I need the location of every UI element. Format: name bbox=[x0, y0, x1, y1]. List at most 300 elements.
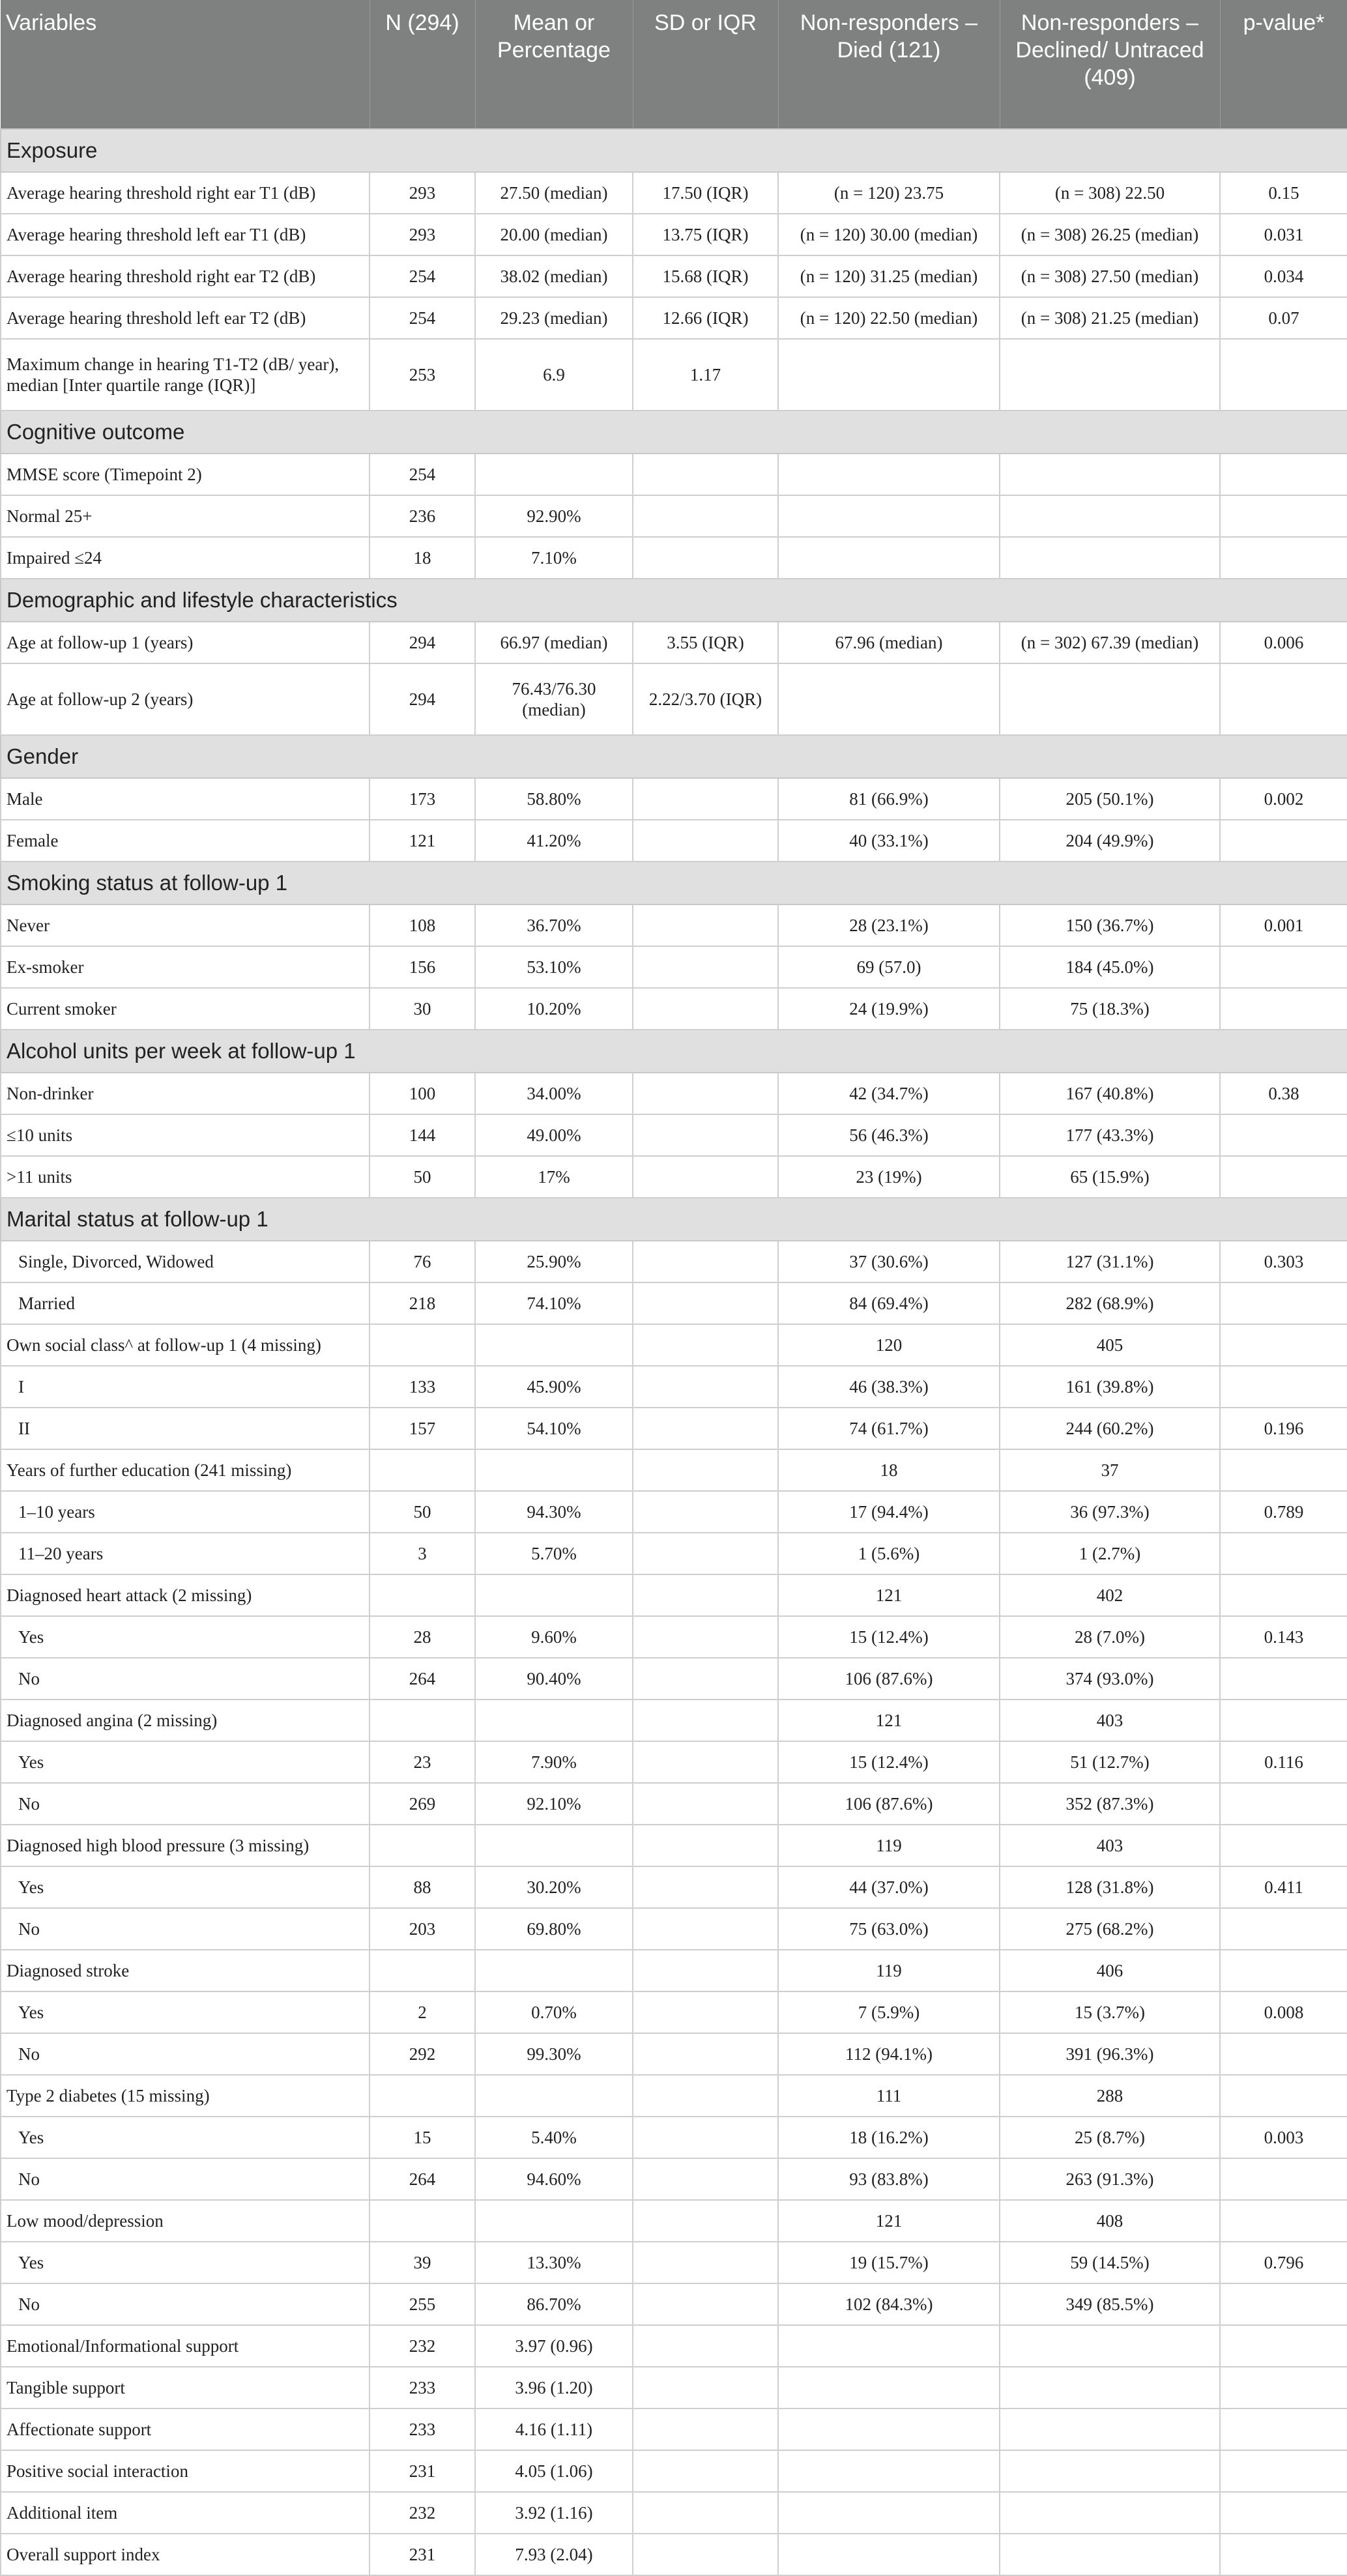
header-sd: SD or IQR bbox=[633, 0, 778, 129]
cell-sd bbox=[633, 2367, 778, 2409]
cell-p-value bbox=[1220, 2283, 1347, 2325]
cell-died: 84 (69.4%) bbox=[778, 1282, 1000, 1324]
cell-mean: 41.20% bbox=[475, 820, 633, 861]
cell-died: 15 (12.4%) bbox=[778, 1741, 1000, 1783]
cell-p-value bbox=[1220, 946, 1347, 988]
header-variables: Variables bbox=[1, 0, 369, 129]
cell-sd: 17.50 (IQR) bbox=[633, 172, 778, 214]
cell-died: 24 (19.9%) bbox=[778, 988, 1000, 1030]
cell-p-value bbox=[1220, 2492, 1347, 2534]
table-row bbox=[1, 2075, 1347, 2117]
cell-declined: 288 bbox=[1000, 2075, 1220, 2117]
cell-variable: Maximum change in hearing T1-T2 (dB/ year), median [Inter quartile range (IQR)] bbox=[1, 339, 369, 411]
cell-sd bbox=[633, 454, 778, 495]
cell-p-value bbox=[1220, 1908, 1347, 1950]
cell-mean: 17% bbox=[475, 1156, 633, 1198]
cell-variable: Positive social interaction bbox=[1, 2450, 369, 2492]
cell-variable: Age at follow-up 2 (years) bbox=[1, 663, 369, 735]
cell-n: 254 bbox=[369, 255, 475, 297]
cell-variable: Yes bbox=[1, 1616, 369, 1658]
cell-variable: Yes bbox=[1, 2242, 369, 2283]
cell-n: 203 bbox=[369, 1908, 475, 1950]
cell-died: 18 (16.2%) bbox=[778, 2117, 1000, 2158]
cell-sd bbox=[633, 1282, 778, 1324]
cell-variable: Single, Divorced, Widowed bbox=[1, 1241, 369, 1282]
cell-variable: Non-drinker bbox=[1, 1073, 369, 1114]
cell-p-value bbox=[1220, 2075, 1347, 2117]
cell-n: 23 bbox=[369, 1741, 475, 1783]
cell-sd bbox=[633, 1574, 778, 1616]
cell-died: 102 (84.3%) bbox=[778, 2283, 1000, 2325]
cell-p-value bbox=[1220, 495, 1347, 537]
cell-n bbox=[369, 1449, 475, 1491]
cell-variable: II bbox=[1, 1408, 369, 1449]
cell-n bbox=[369, 1950, 475, 1991]
table-row bbox=[1, 1114, 1347, 1156]
header-died: Non-responders – Died (121) bbox=[778, 0, 1000, 129]
cell-declined: 59 (14.5%) bbox=[1000, 2242, 1220, 2283]
table-row bbox=[1, 214, 1347, 255]
cell-mean: 36.70% bbox=[475, 904, 633, 946]
cell-n: 121 bbox=[369, 820, 475, 861]
cell-mean: 76.43/76.30 (median) bbox=[475, 663, 633, 735]
cell-p-value bbox=[1220, 1114, 1347, 1156]
table-row bbox=[1, 820, 1347, 861]
cell-n: 28 bbox=[369, 1616, 475, 1658]
cell-p-value bbox=[1220, 1825, 1347, 1866]
table-row bbox=[1, 2325, 1347, 2367]
cell-sd: 13.75 (IQR) bbox=[633, 214, 778, 255]
cell-died bbox=[778, 454, 1000, 495]
cell-sd bbox=[633, 2325, 778, 2367]
cell-mean: 34.00% bbox=[475, 1073, 633, 1114]
table-row bbox=[1, 988, 1347, 1030]
cell-variable: Married bbox=[1, 1282, 369, 1324]
cell-mean: 10.20% bbox=[475, 988, 633, 1030]
cell-variable: Diagnosed stroke bbox=[1, 1950, 369, 1991]
cell-died: 112 (94.1%) bbox=[778, 2033, 1000, 2075]
cell-died: 69 (57.0) bbox=[778, 946, 1000, 988]
cell-died: 106 (87.6%) bbox=[778, 1783, 1000, 1825]
cell-p-value: 0.001 bbox=[1220, 904, 1347, 946]
cell-died: (n = 120) 31.25 (median) bbox=[778, 255, 1000, 297]
cell-mean: 53.10% bbox=[475, 946, 633, 988]
cell-sd bbox=[633, 1700, 778, 1741]
cell-died bbox=[778, 2492, 1000, 2534]
cell-p-value: 0.003 bbox=[1220, 2117, 1347, 2158]
cell-mean: 9.60% bbox=[475, 1616, 633, 1658]
cell-p-value: 0.07 bbox=[1220, 297, 1347, 339]
cell-died: 15 (12.4%) bbox=[778, 1616, 1000, 1658]
table-row bbox=[1, 339, 1347, 411]
cell-mean: 7.93 (2.04) bbox=[475, 2534, 633, 2575]
cell-variable: Yes bbox=[1, 1866, 369, 1908]
cell-n bbox=[369, 1825, 475, 1866]
cell-n bbox=[369, 2200, 475, 2242]
cell-declined: 402 bbox=[1000, 1574, 1220, 1616]
cell-variable: Average hearing threshold left ear T2 (dB) bbox=[1, 297, 369, 339]
cell-declined: 37 bbox=[1000, 1449, 1220, 1491]
cell-sd bbox=[633, 2450, 778, 2492]
cell-died: (n = 120) 30.00 (median) bbox=[778, 214, 1000, 255]
cell-mean bbox=[475, 1574, 633, 1616]
cell-mean: 90.40% bbox=[475, 1658, 633, 1700]
cell-p-value bbox=[1220, 2534, 1347, 2575]
table-row bbox=[1, 1449, 1347, 1491]
table-row bbox=[1, 1866, 1347, 1908]
cell-declined: (n = 302) 67.39 (median) bbox=[1000, 622, 1220, 663]
section-heading: Demographic and lifestyle characteristics bbox=[1, 579, 1347, 622]
cell-declined: 51 (12.7%) bbox=[1000, 1741, 1220, 1783]
cell-declined: (n = 308) 22.50 bbox=[1000, 172, 1220, 214]
cell-n: 293 bbox=[369, 214, 475, 255]
cell-sd bbox=[633, 495, 778, 537]
cell-died: 121 bbox=[778, 2200, 1000, 2242]
cell-sd bbox=[633, 2534, 778, 2575]
cell-declined: 282 (68.9%) bbox=[1000, 1282, 1220, 1324]
cell-n: 18 bbox=[369, 537, 475, 579]
cell-mean: 54.10% bbox=[475, 1408, 633, 1449]
cell-declined: 128 (31.8%) bbox=[1000, 1866, 1220, 1908]
cell-p-value bbox=[1220, 1658, 1347, 1700]
cell-sd: 12.66 (IQR) bbox=[633, 297, 778, 339]
cell-died bbox=[778, 663, 1000, 735]
table-row bbox=[1, 1408, 1347, 1449]
section-heading: Smoking status at follow-up 1 bbox=[1, 861, 1347, 904]
cell-died: 56 (46.3%) bbox=[778, 1114, 1000, 1156]
cell-variable: Type 2 diabetes (15 missing) bbox=[1, 2075, 369, 2117]
cell-variable: Years of further education (241 missing) bbox=[1, 1449, 369, 1491]
cell-variable: Ex-smoker bbox=[1, 946, 369, 988]
cell-n: 232 bbox=[369, 2492, 475, 2534]
cell-sd bbox=[633, 778, 778, 820]
cell-n: 255 bbox=[369, 2283, 475, 2325]
cell-declined: 391 (96.3%) bbox=[1000, 2033, 1220, 2075]
cell-variable: Age at follow-up 1 (years) bbox=[1, 622, 369, 663]
cell-declined: 263 (91.3%) bbox=[1000, 2158, 1220, 2200]
cell-died: 93 (83.8%) bbox=[778, 2158, 1000, 2200]
cell-n bbox=[369, 1700, 475, 1741]
cell-variable: Additional item bbox=[1, 2492, 369, 2534]
cell-mean: 7.10% bbox=[475, 537, 633, 579]
table-row bbox=[1, 622, 1347, 663]
cell-sd bbox=[633, 1408, 778, 1449]
cell-mean: 0.70% bbox=[475, 1991, 633, 2033]
cell-died: 18 bbox=[778, 1449, 1000, 1491]
cell-n: 264 bbox=[369, 2158, 475, 2200]
cell-declined: 405 bbox=[1000, 1324, 1220, 1366]
cell-n: 50 bbox=[369, 1491, 475, 1533]
cell-sd: 1.17 bbox=[633, 339, 778, 411]
section-heading: Exposure bbox=[1, 129, 1347, 172]
cell-died: 44 (37.0%) bbox=[778, 1866, 1000, 1908]
cell-died bbox=[778, 2409, 1000, 2450]
cell-died: 1 (5.6%) bbox=[778, 1533, 1000, 1574]
header-n: N (294) bbox=[369, 0, 475, 129]
cell-sd bbox=[633, 2117, 778, 2158]
cell-n: 254 bbox=[369, 454, 475, 495]
cell-sd: 15.68 (IQR) bbox=[633, 255, 778, 297]
table-row bbox=[1, 297, 1347, 339]
cell-n: 157 bbox=[369, 1408, 475, 1449]
section-row bbox=[1, 1030, 1347, 1073]
cell-declined bbox=[1000, 537, 1220, 579]
cell-n: 100 bbox=[369, 1073, 475, 1114]
table-row bbox=[1, 495, 1347, 537]
cell-sd bbox=[633, 2033, 778, 2075]
cell-sd bbox=[633, 988, 778, 1030]
table-row bbox=[1, 1324, 1347, 1366]
cell-p-value bbox=[1220, 820, 1347, 861]
cell-declined: 204 (49.9%) bbox=[1000, 820, 1220, 861]
cell-variable: Own social class^ at follow-up 1 (4 missing) bbox=[1, 1324, 369, 1366]
table-row bbox=[1, 454, 1347, 495]
cell-sd bbox=[633, 2492, 778, 2534]
cell-variable: Overall support index bbox=[1, 2534, 369, 2575]
cell-variable: Diagnosed high blood pressure (3 missing) bbox=[1, 1825, 369, 1866]
cell-n: 218 bbox=[369, 1282, 475, 1324]
cell-n: 50 bbox=[369, 1156, 475, 1198]
cell-sd bbox=[633, 1156, 778, 1198]
cell-n: 254 bbox=[369, 297, 475, 339]
cell-sd: 2.22/3.70 (IQR) bbox=[633, 663, 778, 735]
cell-declined: 15 (3.7%) bbox=[1000, 1991, 1220, 2033]
section-row bbox=[1, 1198, 1347, 1241]
cell-mean bbox=[475, 2075, 633, 2117]
cell-p-value bbox=[1220, 2325, 1347, 2367]
cell-p-value bbox=[1220, 1366, 1347, 1408]
header-mean: Mean or Percentage bbox=[475, 0, 633, 129]
cell-n bbox=[369, 1574, 475, 1616]
cell-declined: 184 (45.0%) bbox=[1000, 946, 1220, 988]
cell-declined bbox=[1000, 2534, 1220, 2575]
cell-variable: Yes bbox=[1, 1741, 369, 1783]
cell-died: 74 (61.7%) bbox=[778, 1408, 1000, 1449]
cell-sd bbox=[633, 1073, 778, 1114]
cell-p-value: 0.15 bbox=[1220, 172, 1347, 214]
cell-p-value bbox=[1220, 1449, 1347, 1491]
cell-sd bbox=[633, 2075, 778, 2117]
cell-variable: No bbox=[1, 1658, 369, 1700]
cell-mean: 27.50 (median) bbox=[475, 172, 633, 214]
cell-died: 67.96 (median) bbox=[778, 622, 1000, 663]
cell-declined: 374 (93.0%) bbox=[1000, 1658, 1220, 1700]
table-row bbox=[1, 1908, 1347, 1950]
table-row bbox=[1, 255, 1347, 297]
cell-mean: 5.70% bbox=[475, 1533, 633, 1574]
table-row bbox=[1, 1282, 1347, 1324]
cell-p-value bbox=[1220, 339, 1347, 411]
cell-p-value: 0.796 bbox=[1220, 2242, 1347, 2283]
cell-p-value: 0.002 bbox=[1220, 778, 1347, 820]
cell-n: 133 bbox=[369, 1366, 475, 1408]
cell-sd bbox=[633, 820, 778, 861]
cell-variable: Low mood/depression bbox=[1, 2200, 369, 2242]
cell-p-value bbox=[1220, 1282, 1347, 1324]
table-row bbox=[1, 1783, 1347, 1825]
cell-died bbox=[778, 2534, 1000, 2575]
cell-mean: 6.9 bbox=[475, 339, 633, 411]
cell-variable: No bbox=[1, 1783, 369, 1825]
cell-sd bbox=[633, 1658, 778, 1700]
cell-mean bbox=[475, 1324, 633, 1366]
cell-variable: Affectionate support bbox=[1, 2409, 369, 2450]
cell-died bbox=[778, 339, 1000, 411]
cell-sd bbox=[633, 904, 778, 946]
cell-p-value bbox=[1220, 1156, 1347, 1198]
cell-p-value: 0.143 bbox=[1220, 1616, 1347, 1658]
cell-died: 119 bbox=[778, 1825, 1000, 1866]
cell-n: 231 bbox=[369, 2534, 475, 2575]
cell-n: 231 bbox=[369, 2450, 475, 2492]
cell-died bbox=[778, 537, 1000, 579]
cell-declined: 244 (60.2%) bbox=[1000, 1408, 1220, 1449]
table-row bbox=[1, 1491, 1347, 1533]
cell-mean bbox=[475, 1950, 633, 1991]
cell-declined: 403 bbox=[1000, 1700, 1220, 1741]
cell-died bbox=[778, 2325, 1000, 2367]
cell-declined: 1 (2.7%) bbox=[1000, 1533, 1220, 1574]
table-row bbox=[1, 2117, 1347, 2158]
table-row bbox=[1, 2283, 1347, 2325]
cell-declined: 408 bbox=[1000, 2200, 1220, 2242]
table-row bbox=[1, 2367, 1347, 2409]
cell-variable: ≤10 units bbox=[1, 1114, 369, 1156]
cell-mean bbox=[475, 454, 633, 495]
cell-n: 15 bbox=[369, 2117, 475, 2158]
cell-declined bbox=[1000, 2367, 1220, 2409]
cell-sd bbox=[633, 2158, 778, 2200]
cell-n: 3 bbox=[369, 1533, 475, 1574]
cell-died: 37 (30.6%) bbox=[778, 1241, 1000, 1282]
cell-died: 7 (5.9%) bbox=[778, 1991, 1000, 2033]
header-row bbox=[1, 0, 1347, 129]
cell-variable: No bbox=[1, 2033, 369, 2075]
cell-declined: 167 (40.8%) bbox=[1000, 1073, 1220, 1114]
cell-sd bbox=[633, 1866, 778, 1908]
cell-sd bbox=[633, 1783, 778, 1825]
table-row bbox=[1, 1950, 1347, 1991]
cell-sd bbox=[633, 1950, 778, 1991]
cell-declined: 275 (68.2%) bbox=[1000, 1908, 1220, 1950]
cell-p-value bbox=[1220, 1533, 1347, 1574]
cell-n: 30 bbox=[369, 988, 475, 1030]
cell-declined bbox=[1000, 2450, 1220, 2492]
section-heading: Alcohol units per week at follow-up 1 bbox=[1, 1030, 1347, 1073]
cell-died: 121 bbox=[778, 1700, 1000, 1741]
cell-mean: 4.05 (1.06) bbox=[475, 2450, 633, 2492]
table-row bbox=[1, 1658, 1347, 1700]
section-row bbox=[1, 411, 1347, 454]
cell-n: 294 bbox=[369, 663, 475, 735]
cell-p-value bbox=[1220, 537, 1347, 579]
cell-p-value: 0.303 bbox=[1220, 1241, 1347, 1282]
cell-variable: Emotional/Informational support bbox=[1, 2325, 369, 2367]
cell-n: 156 bbox=[369, 946, 475, 988]
cell-p-value: 0.38 bbox=[1220, 1073, 1347, 1114]
table-row bbox=[1, 1156, 1347, 1198]
cell-declined: (n = 308) 21.25 (median) bbox=[1000, 297, 1220, 339]
cell-n: 232 bbox=[369, 2325, 475, 2367]
table-row bbox=[1, 2492, 1347, 2534]
cell-p-value bbox=[1220, 454, 1347, 495]
section-row bbox=[1, 735, 1347, 778]
cell-declined bbox=[1000, 663, 1220, 735]
cell-mean: 94.30% bbox=[475, 1491, 633, 1533]
cell-mean: 20.00 (median) bbox=[475, 214, 633, 255]
cell-n: 108 bbox=[369, 904, 475, 946]
table-row bbox=[1, 172, 1347, 214]
cell-mean bbox=[475, 2200, 633, 2242]
cell-declined: 406 bbox=[1000, 1950, 1220, 1991]
cell-declined bbox=[1000, 454, 1220, 495]
cell-mean bbox=[475, 1700, 633, 1741]
cell-died: 46 (38.3%) bbox=[778, 1366, 1000, 1408]
cell-n: 88 bbox=[369, 1866, 475, 1908]
table-row bbox=[1, 946, 1347, 988]
cell-mean: 69.80% bbox=[475, 1908, 633, 1950]
cell-p-value bbox=[1220, 2158, 1347, 2200]
header-declined: Non-responders – Declined/ Untraced (409) bbox=[1000, 0, 1220, 129]
cell-variable: Diagnosed angina (2 missing) bbox=[1, 1700, 369, 1741]
cell-mean: 86.70% bbox=[475, 2283, 633, 2325]
cell-died: 120 bbox=[778, 1324, 1000, 1366]
cell-n: 292 bbox=[369, 2033, 475, 2075]
cell-died: 40 (33.1%) bbox=[778, 820, 1000, 861]
table-row bbox=[1, 2450, 1347, 2492]
table-row bbox=[1, 1991, 1347, 2033]
section-heading: Marital status at follow-up 1 bbox=[1, 1198, 1347, 1241]
cell-sd bbox=[633, 1825, 778, 1866]
cell-declined: 177 (43.3%) bbox=[1000, 1114, 1220, 1156]
section-row bbox=[1, 579, 1347, 622]
cell-variable: Normal 25+ bbox=[1, 495, 369, 537]
cell-sd bbox=[633, 1449, 778, 1491]
cell-mean: 66.97 (median) bbox=[475, 622, 633, 663]
cell-p-value bbox=[1220, 2367, 1347, 2409]
cell-sd bbox=[633, 2409, 778, 2450]
cell-declined: 36 (97.3%) bbox=[1000, 1491, 1220, 1533]
cell-n: 144 bbox=[369, 1114, 475, 1156]
cell-sd bbox=[633, 1114, 778, 1156]
cell-p-value bbox=[1220, 1783, 1347, 1825]
cell-n: 293 bbox=[369, 172, 475, 214]
cell-mean: 49.00% bbox=[475, 1114, 633, 1156]
cell-variable: I bbox=[1, 1366, 369, 1408]
cell-n bbox=[369, 1324, 475, 1366]
cell-declined: 25 (8.7%) bbox=[1000, 2117, 1220, 2158]
table-row bbox=[1, 663, 1347, 735]
cell-mean: 92.10% bbox=[475, 1783, 633, 1825]
cell-n: 236 bbox=[369, 495, 475, 537]
cell-variable: Average hearing threshold right ear T1 (dB) bbox=[1, 172, 369, 214]
cell-died: 119 bbox=[778, 1950, 1000, 1991]
cell-variable: Yes bbox=[1, 1991, 369, 2033]
cell-p-value bbox=[1220, 2450, 1347, 2492]
table-body bbox=[1, 129, 1347, 2575]
cell-declined: 28 (7.0%) bbox=[1000, 1616, 1220, 1658]
cell-died bbox=[778, 2450, 1000, 2492]
cell-died: 106 (87.6%) bbox=[778, 1658, 1000, 1700]
table-row bbox=[1, 1241, 1347, 1282]
cell-mean: 94.60% bbox=[475, 2158, 633, 2200]
cell-mean: 74.10% bbox=[475, 1282, 633, 1324]
cell-variable: 11–20 years bbox=[1, 1533, 369, 1574]
cell-mean: 92.90% bbox=[475, 495, 633, 537]
table-row bbox=[1, 1700, 1347, 1741]
cell-n: 233 bbox=[369, 2409, 475, 2450]
cell-declined: 161 (39.8%) bbox=[1000, 1366, 1220, 1408]
